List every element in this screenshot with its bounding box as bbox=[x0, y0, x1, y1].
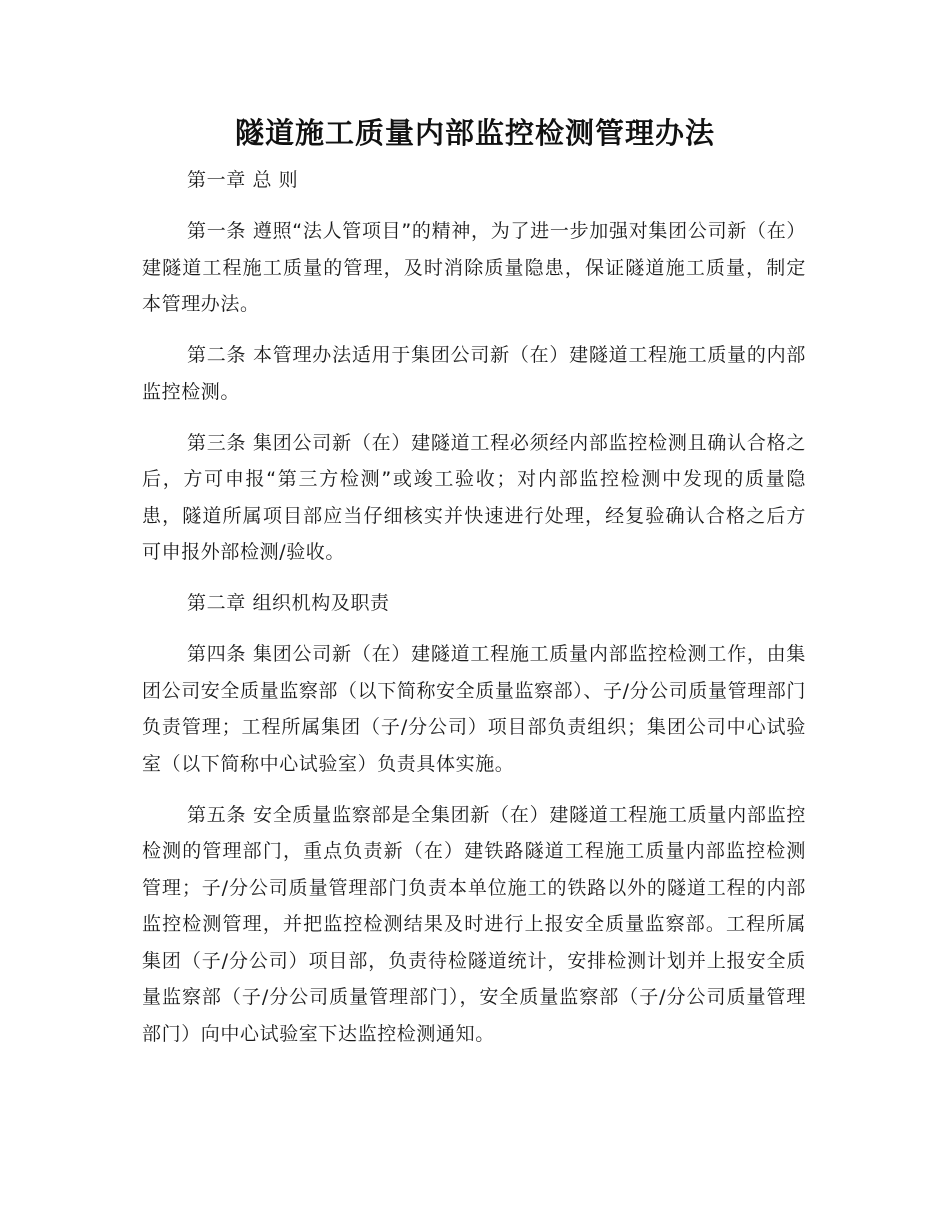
article-1: 第一条 遵照“法人管项目”的精神，为了进一步加强对集团公司新（在）建隧道工程施工质量的管理，及时消除质量隐患，保证隧道施工质量，制定本管理办法。 bbox=[142, 220, 806, 315]
article-3: 第三条 集团公司新（在）建隧道工程必须经内部监控检测且确认合格之后，方可申报“第三方检测”或竣工验收；对内部监控检测中发现的质量隐患，隧道所属项目部应当仔细核实并快速进行处理，经复验确认合格之后方可申报外部检测/验收。 bbox=[142, 431, 806, 563]
chapter-heading-2: 第二章 组织机构及职责 bbox=[187, 592, 390, 614]
article-4: 第四条 集团公司新（在）建隧道工程施工质量内部监控检测工作，由集团公司安全质量监察部（以下简称安全质量监察部）、子/分公司质量管理部门负责管理；工程所属集团（子/分公司）项目部负责组织；集团公司中心试验室（以下简称中心试验室）负责具体实施。 bbox=[142, 643, 806, 775]
document-title: 隧道施工质量内部监控检测管理办法 bbox=[234, 116, 715, 150]
article-5: 第五条 安全质量监察部是全集团新（在）建隧道工程施工质量内部监控检测的管理部门，重点负责新（在）建铁路隧道工程施工质量内部监控检测管理；子/分公司质量管理部门负责本单位施工的铁路以外的隧道工程的内部监控检测管理，并把监控检测结果及时进行上报安全质量监察部。工程所属集团（子/分公司）项目部，负责待检隧道统计，安排检测计划并上报安全质量监察部（子/分公司质量管理部门），安全质量监察部（子/分公司质量管理部门）向中心试验室下达监控检测通知。 bbox=[142, 803, 806, 1045]
document-body bbox=[142, 162, 806, 1067]
article-2: 第二条 本管理办法适用于集团公司新（在）建隧道工程施工质量的内部监控检测。 bbox=[142, 344, 806, 403]
chapter-heading-1: 第一章 总 则 bbox=[187, 169, 299, 191]
